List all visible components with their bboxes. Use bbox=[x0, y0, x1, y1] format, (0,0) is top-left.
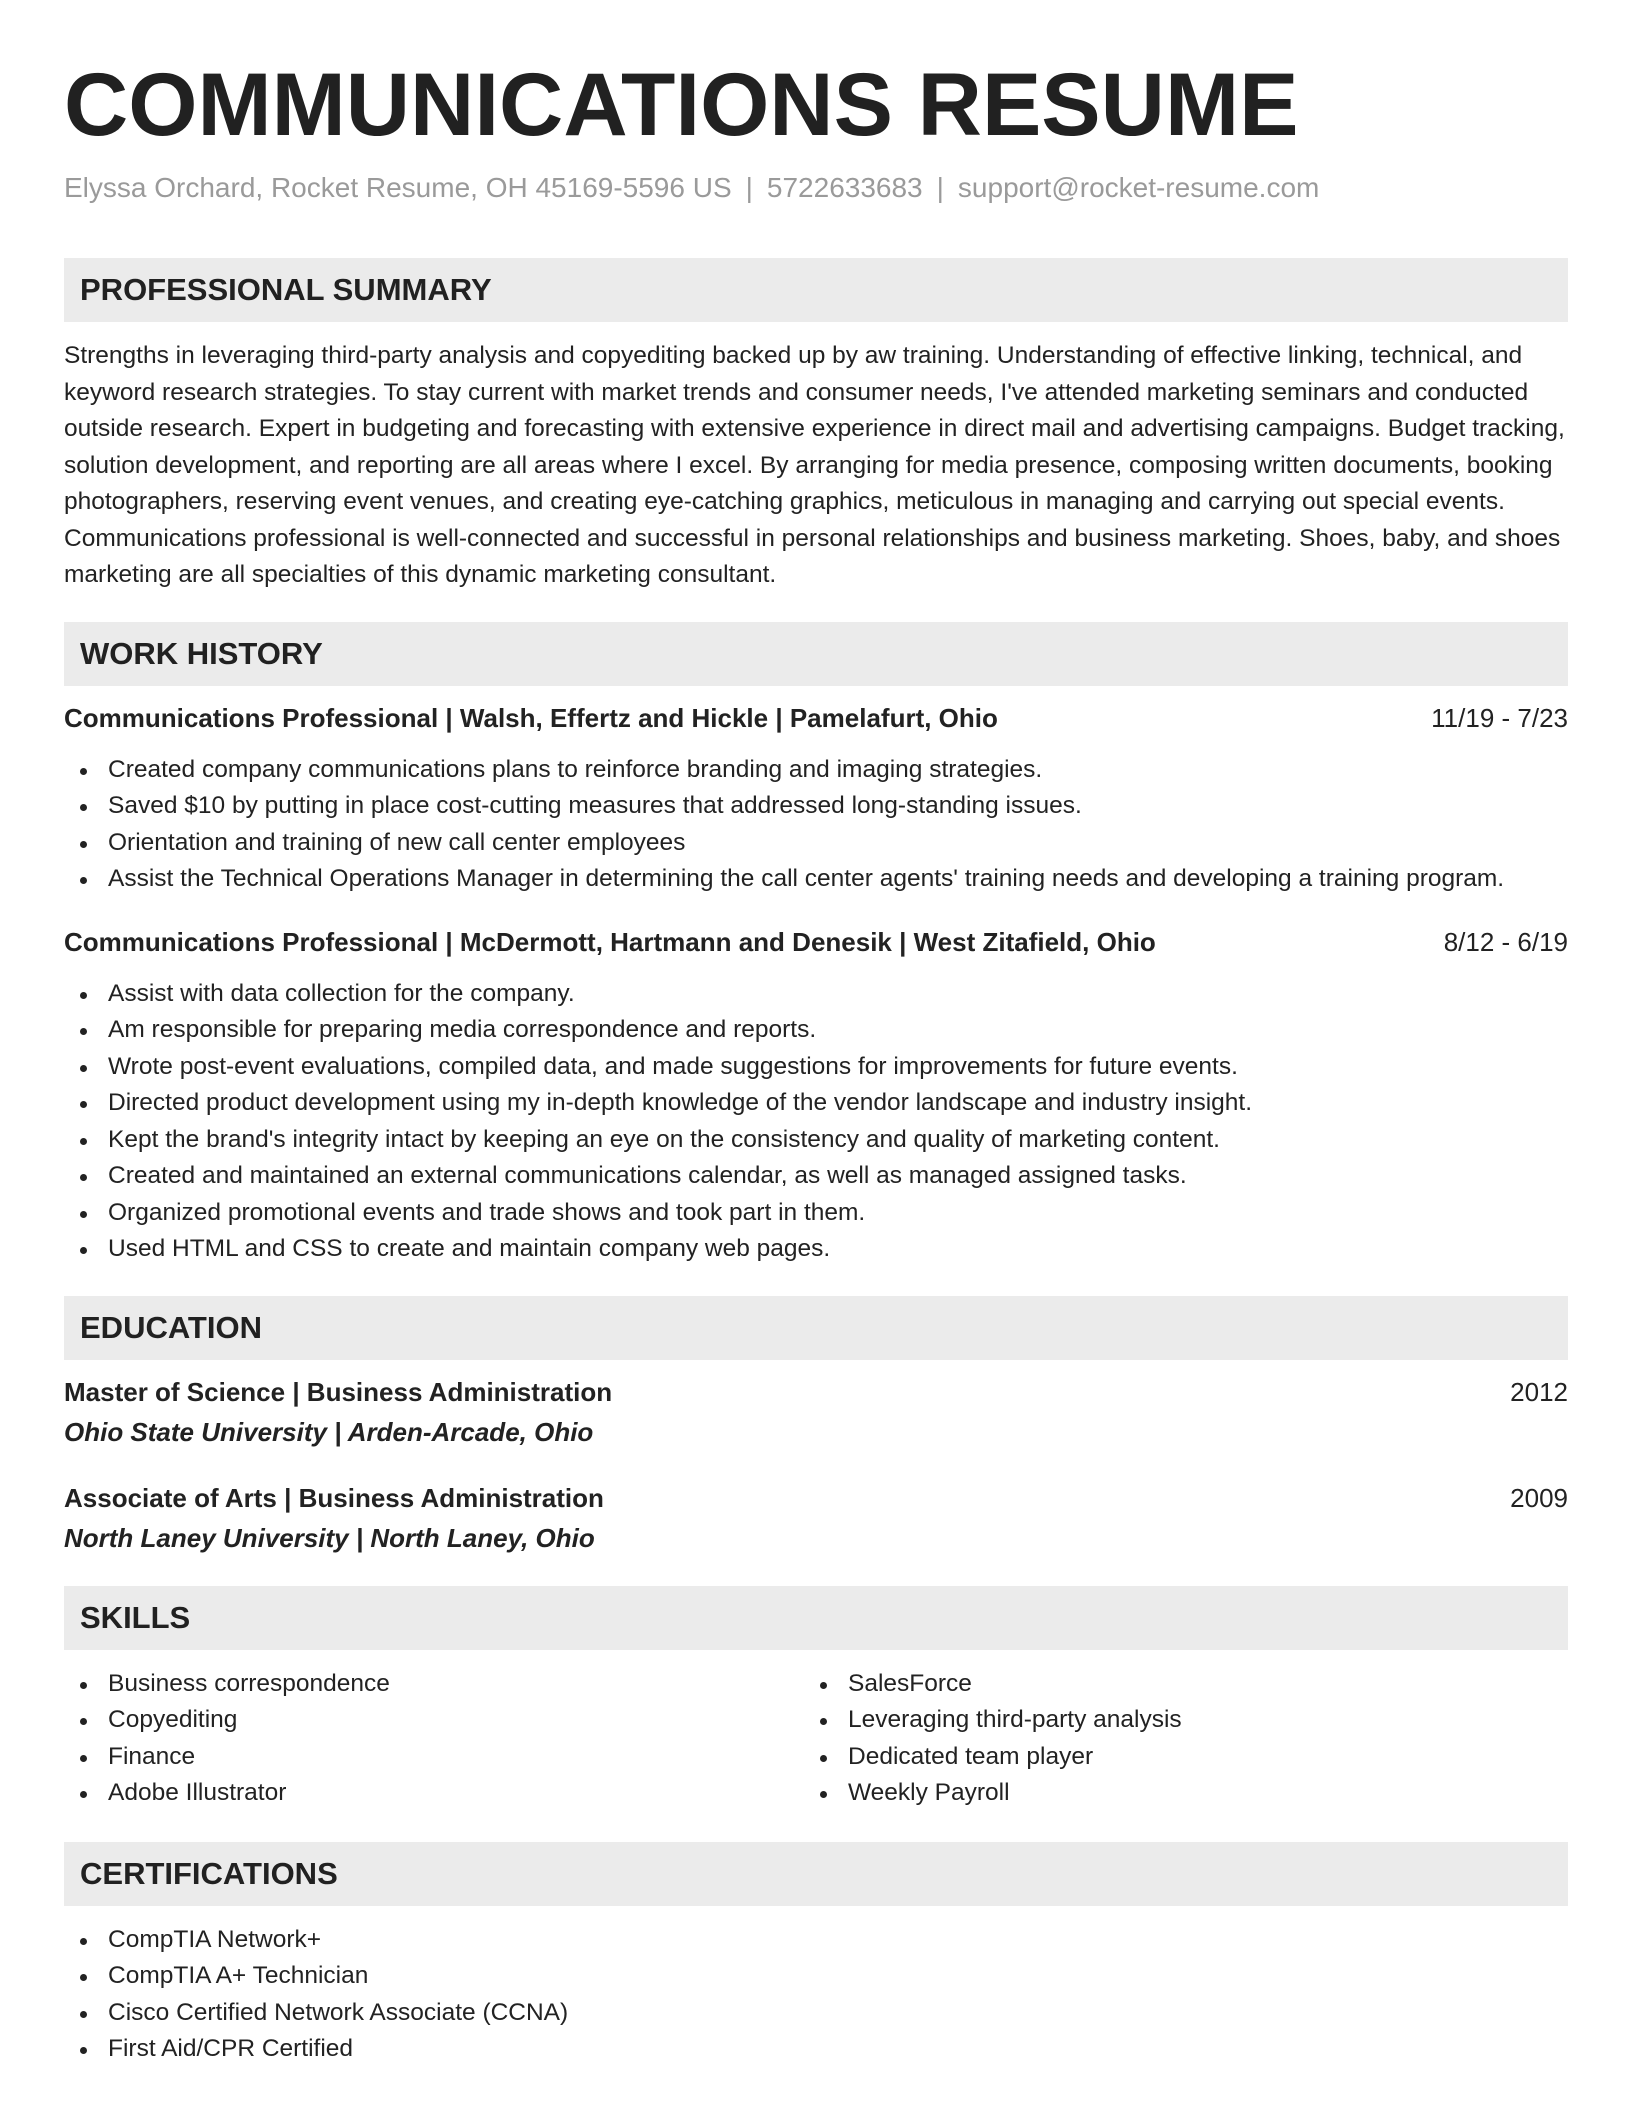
education-header bbox=[64, 1374, 1568, 1410]
contact-separator: | bbox=[745, 172, 753, 203]
education-entry bbox=[64, 1480, 1568, 1556]
section-heading-summary: PROFESSIONAL SUMMARY bbox=[64, 258, 1568, 322]
job-title: Communications Professional | Walsh, Effertz and Hickle | Pamelafurt, Ohio bbox=[64, 702, 998, 733]
certification-item: First Aid/CPR Certified bbox=[64, 2031, 1568, 2068]
skill-item: SalesForce bbox=[804, 1666, 1544, 1703]
education-year: 2012 bbox=[1510, 1376, 1568, 1407]
education-school: North Laney University | North Laney, Ohio bbox=[64, 1522, 595, 1553]
certification-item: Cisco Certified Network Associate (CCNA) bbox=[64, 1995, 1568, 2032]
education-degree: Associate of Arts | Business Administration bbox=[64, 1482, 604, 1513]
job-bullet: Wrote post-event evaluations, compiled data, and made suggestions for improvements for future events. bbox=[64, 1049, 1568, 1086]
contact-email: support@rocket-resume.com bbox=[957, 172, 1320, 203]
skill-item: Finance bbox=[64, 1739, 804, 1776]
skill-item: Leveraging third-party analysis bbox=[804, 1702, 1544, 1739]
certification-item: CompTIA A+ Technician bbox=[64, 1958, 1568, 1995]
education-degree: Master of Science | Business Administration bbox=[64, 1376, 613, 1407]
job-bullet: Assist with data collection for the company. bbox=[64, 976, 1568, 1013]
job-title: Communications Professional | McDermott, Hartmann and Denesik | West Zitafield, Ohio bbox=[64, 926, 1156, 957]
job-bullets bbox=[64, 976, 1568, 1268]
job-bullet: Created company communications plans to reinforce branding and imaging strategies. bbox=[64, 752, 1568, 789]
education-entry bbox=[64, 1374, 1568, 1450]
job-header bbox=[64, 700, 1568, 736]
contact-separator: | bbox=[936, 172, 944, 203]
skill-item: Weekly Payroll bbox=[804, 1775, 1544, 1812]
job-bullet: Organized promotional events and trade shows and took part in them. bbox=[64, 1195, 1568, 1232]
job-dates: 8/12 - 6/19 bbox=[1443, 926, 1568, 957]
skills-list-left bbox=[64, 1666, 804, 1812]
contact-line bbox=[64, 170, 1568, 206]
section-heading-work-history: WORK HISTORY bbox=[64, 622, 1568, 686]
skill-item: Copyediting bbox=[64, 1702, 804, 1739]
resume-title: COMMUNICATIONS RESUME bbox=[64, 54, 1299, 154]
skill-item: Dedicated team player bbox=[804, 1739, 1544, 1776]
job-header bbox=[64, 924, 1568, 960]
job-bullet: Assist the Technical Operations Manager in determining the call center agents' training needs and developing a training program. bbox=[64, 861, 1568, 898]
skills-columns bbox=[64, 1666, 1568, 1812]
section-heading-skills: SKILLS bbox=[64, 1586, 1568, 1650]
skills-list-right bbox=[804, 1666, 1544, 1812]
job-bullet: Created and maintained an external communications calendar, as well as managed assigned tasks. bbox=[64, 1158, 1568, 1195]
section-heading-certifications: CERTIFICATIONS bbox=[64, 1842, 1568, 1906]
education-header bbox=[64, 1480, 1568, 1516]
job-dates: 11/19 - 7/23 bbox=[1431, 702, 1568, 733]
job-bullets bbox=[64, 752, 1568, 898]
contact-phone: 5722633683 bbox=[766, 172, 923, 203]
skill-item: Business correspondence bbox=[64, 1666, 804, 1703]
certification-item: CompTIA Network+ bbox=[64, 1922, 1568, 1959]
job-bullet: Am responsible for preparing media correspondence and reports. bbox=[64, 1012, 1568, 1049]
contact-address: Elyssa Orchard, Rocket Resume, OH 45169-5596 US bbox=[64, 172, 732, 203]
job-bullet: Used HTML and CSS to create and maintain company web pages. bbox=[64, 1231, 1568, 1268]
education-school: Ohio State University | Arden-Arcade, Ohio bbox=[64, 1416, 594, 1447]
job-bullet: Directed product development using my in-depth knowledge of the vendor landscape and industry insight. bbox=[64, 1085, 1568, 1122]
education-year: 2009 bbox=[1510, 1482, 1568, 1513]
summary-text: Strengths in leveraging third-party analysis and copyediting backed up by aw training. Understanding of effective linking, technical, and keyword research strategies. To stay current with market trends and consumer needs, I've attended marketing seminars and conducted outside research. Expert in budgeting and forecasting with extensive experience in direct mail and advertising campaigns. Budget tracking, solution development, and reporting are all areas where I excel. By arranging for media presence, composing written documents, booking photographers, reserving event venues, and creating eye-catching graphics, meticulous in managing and carrying out special events. Communications professional is well-connected and successful in personal relationships and business marketing. Shoes, baby, and shoes marketing are all specialties of this dynamic marketing consultant. bbox=[64, 342, 1565, 588]
job-bullet: Saved $10 by putting in place cost-cutting measures that addressed long-standing issues. bbox=[64, 788, 1568, 825]
job-bullet: Orientation and training of new call center employees bbox=[64, 825, 1568, 862]
certifications-list bbox=[64, 1922, 1568, 2068]
job-bullet: Kept the brand's integrity intact by keeping an eye on the consistency and quality of marketing content. bbox=[64, 1122, 1568, 1159]
section-heading-education: EDUCATION bbox=[64, 1296, 1568, 1360]
skill-item: Adobe Illustrator bbox=[64, 1775, 804, 1812]
